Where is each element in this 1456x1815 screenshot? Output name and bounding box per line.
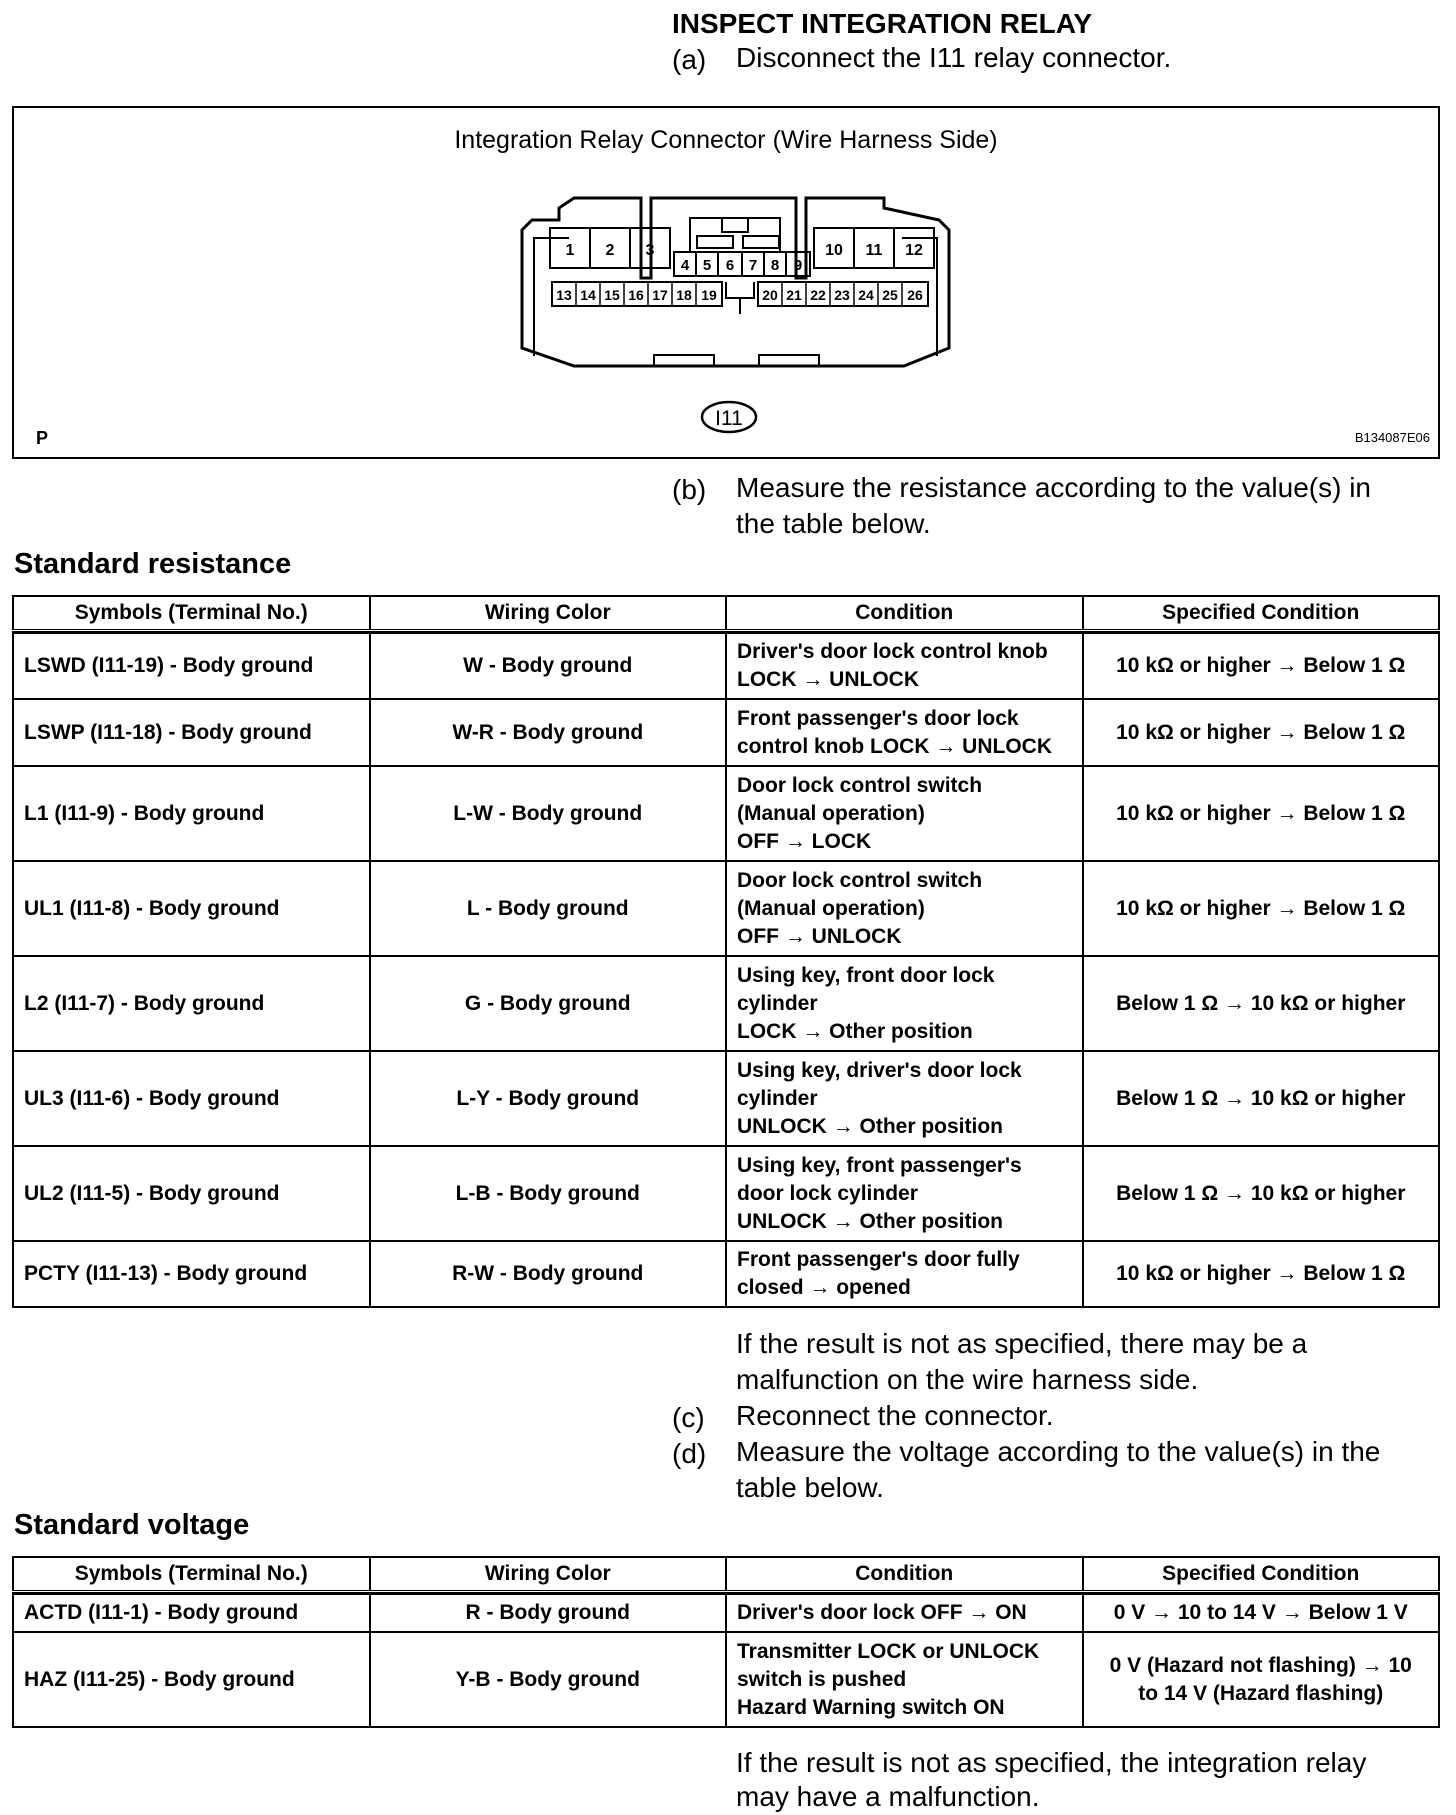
pin-label: 23 [834,287,850,303]
condition-cell: Front passenger's door fully closed → opened [726,1241,1083,1307]
condition-cell: Front passenger's door lock control knob LOCK → UNLOCK [726,699,1083,766]
table-header-row [13,596,1439,631]
spec-cell: Below 1 Ω → 10 kΩ or higher [1083,956,1440,1051]
pin-label: 25 [882,287,898,303]
spec-cell: 10 kΩ or higher → Below 1 Ω [1083,1241,1440,1307]
wiring-color-cell: L - Body ground [370,861,727,956]
step-d-line1: Measure the voltage according to the value(s) in the [736,1436,1381,1467]
pin-label: 10 [825,242,843,259]
pin-label: 26 [907,287,923,303]
wiring-color-cell: Y-B - Body ground [370,1632,727,1727]
connector-figure [12,106,1440,459]
step-c-text: Reconnect the connector. [736,1400,1054,1431]
pin-label: 15 [604,287,620,303]
note1-line1: If the result is not as specified, there may be a [736,1328,1308,1359]
table-row [13,699,1439,766]
table-row [13,1051,1439,1146]
table-row [13,1594,1439,1632]
connector-id-label: I11 [715,407,743,430]
note2-line1: If the result is not as specified, the integration relay [736,1747,1367,1778]
condition-cell: Using key, front passenger's door lock cylinder UNLOCK → Other position [726,1146,1083,1241]
symbol-cell: UL1 (I11-8) - Body ground [13,861,370,956]
pin-label: 13 [556,287,572,303]
symbol-cell: UL2 (I11-5) - Body ground [13,1146,370,1241]
pin-label: 1 [565,242,575,259]
table-row [13,766,1439,861]
wiring-color-cell: L-W - Body ground [370,766,727,861]
step-c-tag: (c) [672,1402,705,1433]
pin-group-bottom-right [758,282,928,306]
condition-cell: Driver's door lock control knob LOCK → UNLOCK [726,633,1083,699]
spec-cell: 10 kΩ or higher → Below 1 Ω [1083,633,1440,699]
figure-corner-label: P [36,428,49,448]
pin-label: 21 [786,287,802,303]
column-header: Condition [726,1557,1083,1592]
pin-label: 5 [702,257,712,274]
pin-label: 12 [905,242,923,259]
pin-label: 6 [725,257,735,274]
pin-group-middle [674,252,810,276]
spec-cell: 0 V → 10 to 14 V → Below 1 V [1083,1594,1440,1632]
wiring-color-cell: W-R - Body ground [370,699,727,766]
spec-cell: 10 kΩ or higher → Below 1 Ω [1083,766,1440,861]
pin-label: 4 [680,257,690,274]
symbol-cell: HAZ (I11-25) - Body ground [13,1632,370,1727]
step-a-tag: (a) [672,44,707,75]
step-b-line1: Measure the resistance according to the value(s) in [736,472,1371,503]
step-a-text: Disconnect the I11 relay connector. [736,42,1172,73]
step-b-line2: the table below. [736,508,931,539]
table-row [13,861,1439,956]
step-d-line2: table below. [736,1472,884,1503]
resistance-table [12,595,1440,1308]
symbol-cell: LSWD (I11-19) - Body ground [13,633,370,699]
condition-cell: Door lock control switch (Manual operation) OFF → LOCK [726,766,1083,861]
pin-label: 9 [793,257,803,274]
pin-label: 19 [701,287,717,303]
pin-label: 8 [770,257,780,274]
pin-label: 11 [865,242,883,259]
condition-cell: Using key, driver's door lock cylinder UNLOCK → Other position [726,1051,1083,1146]
symbol-cell: L1 (I11-9) - Body ground [13,766,370,861]
column-header: Wiring Color [370,596,727,631]
pin-label: 2 [605,242,615,259]
pin-label: 16 [628,287,644,303]
spec-cell: 0 V (Hazard not flashing) → 10 to 14 V (Hazard flashing) [1083,1632,1440,1727]
pin-group-top-right [814,228,934,268]
column-header: Condition [726,596,1083,631]
symbol-cell: ACTD (I11-1) - Body ground [13,1594,370,1632]
pin-label: 18 [676,287,692,303]
column-header: Symbols (Terminal No.) [13,596,370,631]
symbol-cell: LSWP (I11-18) - Body ground [13,699,370,766]
pin-label: 24 [858,287,874,303]
spec-cell: 10 kΩ or higher → Below 1 Ω [1083,699,1440,766]
table-row [13,1632,1439,1727]
condition-cell: Driver's door lock OFF → ON [726,1594,1083,1632]
step-d-tag: (d) [672,1438,707,1469]
column-header: Specified Condition [1083,1557,1440,1592]
wiring-color-cell: R-W - Body ground [370,1241,727,1307]
spec-cell: Below 1 Ω → 10 kΩ or higher [1083,1146,1440,1241]
spec-cell: 10 kΩ or higher → Below 1 Ω [1083,861,1440,956]
symbol-cell: PCTY (I11-13) - Body ground [13,1241,370,1307]
pin-label: 14 [580,287,596,303]
column-header: Wiring Color [370,1557,727,1592]
column-header: Symbols (Terminal No.) [13,1557,370,1592]
page-title: INSPECT INTEGRATION RELAY [672,8,1093,39]
figure-title: Integration Relay Connector (Wire Harness Side) [454,126,998,154]
symbol-cell: L2 (I11-7) - Body ground [13,956,370,1051]
resistance-title: Standard resistance [14,548,292,580]
condition-cell: Using key, front door lock cylinder LOCK → Other position [726,956,1083,1051]
column-header: Specified Condition [1083,596,1440,631]
spec-cell: Below 1 Ω → 10 kΩ or higher [1083,1051,1440,1146]
pin-label: 7 [748,257,758,274]
table-row [13,1146,1439,1241]
table-header-row [13,1557,1439,1592]
table-row [13,956,1439,1051]
symbol-cell: UL3 (I11-6) - Body ground [13,1051,370,1146]
condition-cell: Transmitter LOCK or UNLOCK switch is pushed Hazard Warning switch ON [726,1632,1083,1727]
pin-label: 3 [645,242,655,259]
figure-code: B134087E06 [1354,430,1430,445]
wiring-color-cell: L-B - Body ground [370,1146,727,1241]
pin-group-bottom-left [552,282,722,306]
note2-line2: may have a malfunction. [736,1781,1040,1812]
connector-diagram [14,108,1442,461]
table-row [13,633,1439,699]
note1-line2: malfunction on the wire harness side. [736,1364,1199,1395]
voltage-title: Standard voltage [14,1509,250,1541]
wiring-color-cell: L-Y - Body ground [370,1051,727,1146]
pin-label: 20 [762,287,778,303]
condition-cell: Door lock control switch (Manual operation) OFF → UNLOCK [726,861,1083,956]
step-b-tag: (b) [672,474,707,505]
wiring-color-cell: G - Body ground [370,956,727,1051]
wiring-color-cell: W - Body ground [370,633,727,699]
pin-label: 17 [652,287,668,303]
voltage-table [12,1556,1440,1728]
table-row [13,1241,1439,1307]
wiring-color-cell: R - Body ground [370,1594,727,1632]
pin-label: 22 [810,287,826,303]
